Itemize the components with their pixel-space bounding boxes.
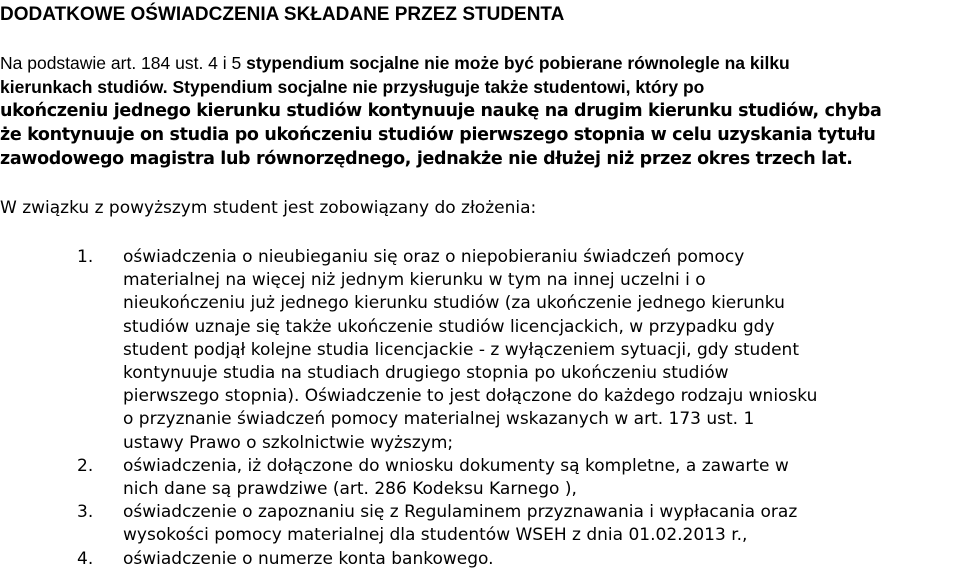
list-item-line: o przyznanie świadczeń pomocy materialnej wskazanych w art. 173 ust. 1 xyxy=(123,409,755,430)
list-item-line: wysokości pomocy materialnej dla studentów WSEH z dnia 01.02.2013 r., xyxy=(123,525,748,546)
list-item xyxy=(0,246,960,455)
list-item-line: pierwszego stopnia). Oświadczenie to jest dołączone do każdego rodzaju wniosku xyxy=(123,386,818,407)
document-heading: DODATKOWE OŚWIADCZENIA SKŁADANE PRZEZ STUDENTA xyxy=(0,4,565,25)
intro-paragraph xyxy=(0,51,960,171)
lead-sentence: W związku z powyższym student jest zobowiązany do złożenia: xyxy=(0,198,537,218)
list-item-number: 2. xyxy=(77,455,94,476)
intro-line-3: ukończeniu jednego kierunku studiów kontynuuje naukę na drugim kierunku studiów, chyba xyxy=(0,101,882,121)
list-item-line: oświadczenia o nieubieganiu się oraz o niepobieraniu świadczeń pomocy xyxy=(123,247,745,267)
intro-line-5: zawodowego magistra lub równorzędnego, jednakże nie dłużej niż przez okres trzech lat. xyxy=(0,149,853,169)
list-item-line: materialnej na więcej niż jednym kierunku w tym na innej uczelni i o xyxy=(123,270,706,291)
intro-line-2-bold: kierunkach studiów. xyxy=(0,77,168,97)
list-item-line: kontynuuje studia na studiach drugiego stopnia po ukończeniu studiów xyxy=(123,363,729,384)
statements-list xyxy=(0,246,960,571)
list-item-line: ustawy Prawo o szkolnictwie wyższym; xyxy=(123,432,454,453)
list-item-number: 1. xyxy=(77,247,94,267)
list-item-line: oświadczenia, iż dołączone do wniosku dokumenty są kompletne, a zawarte w xyxy=(123,455,789,476)
list-item-line: oświadczenie o numerze konta bankowego. xyxy=(123,548,494,569)
list-item xyxy=(0,501,960,547)
intro-line-1-prefix: Na podstawie art. 184 ust. 4 i 5 xyxy=(0,53,247,73)
list-item-number: 4. xyxy=(77,548,94,569)
list-item-line: oświadczenie o zapoznaniu się z Regulaminem przyznawania i wypłacania oraz xyxy=(123,502,798,523)
intro-line-2-rest: Stypendium socjalne nie przysługuje także studentowi, który po xyxy=(167,77,705,97)
list-item-line: student podjął kolejne studia licencjackie - z wyłączeniem sytuacji, gdy student xyxy=(123,339,799,360)
list-item-line: studiów uznaje się także ukończenie studiów licencjackich, w przypadku gdy xyxy=(123,316,775,337)
list-item-line: nich dane są prawdziwe (art. 286 Kodeksu Karnego ), xyxy=(123,479,577,500)
list-item xyxy=(0,548,960,571)
intro-line-4: że kontynuuje on studia po ukończeniu studiów pierwszego stopnia w celu uzyskania tytułu xyxy=(0,125,876,145)
list-item-number: 3. xyxy=(77,502,94,523)
intro-line-1 xyxy=(0,51,960,75)
list-item xyxy=(0,455,960,501)
list-item-line: nieukończeniu już jednego kierunku studiów (za ukończenie jednego kierunku xyxy=(123,293,785,314)
intro-line-1-bold: stypendium socjalne nie może być pobierane równolegle na kilku xyxy=(246,53,790,73)
intro-line-2 xyxy=(0,75,960,99)
